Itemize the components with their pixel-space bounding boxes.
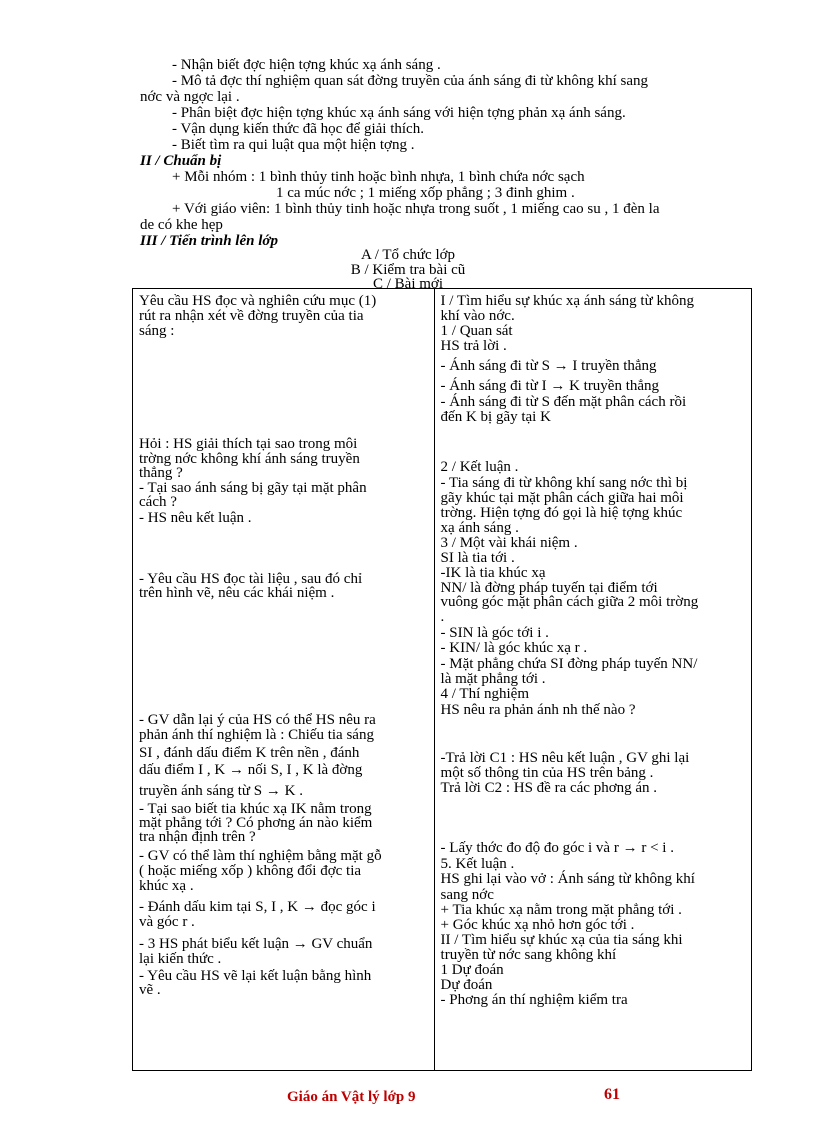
teacher-activity-line: truyền ánh sáng từ S → K . xyxy=(139,783,303,799)
student-activity-line: 1 Dự đoán xyxy=(440,962,504,978)
student-activity-line: - Ánh sáng đi từ I → K truyền thẳng xyxy=(440,378,660,394)
student-activity-line: . xyxy=(440,609,445,625)
student-activity-line: 3 / Một vài khái niệm . xyxy=(440,535,578,551)
student-column xyxy=(434,289,751,1071)
teacher-activity-line: lại kiến thức . xyxy=(139,951,222,967)
teacher-activity-line: SI , đánh dấu điểm K trên nền , đánh xyxy=(139,745,360,761)
student-activity-line: SI là tia tới . xyxy=(440,550,515,566)
teacher-activity-line: ( hoặc miếng xốp ) không đổi đợc tia xyxy=(139,863,362,879)
teacher-activity-line: - Đánh dấu kim tại S, I , K → đọc góc i xyxy=(139,899,376,915)
student-activity-line: xạ ánh sáng . xyxy=(440,520,519,536)
teacher-column xyxy=(133,289,435,1071)
teacher-activity-line: và góc r . xyxy=(139,914,195,930)
student-activity-line: - Tia sáng đi từ không khí sang nớc thì bị xyxy=(440,475,688,491)
teacher-activity-line: sáng : xyxy=(139,323,175,339)
teacher-activity-line: rút ra nhận xét về đờng truyền của tia xyxy=(139,308,364,324)
teacher-activity-line: - 3 HS phát biểu kết luận → GV chuẩn xyxy=(139,936,373,952)
student-activity-line: - Ánh sáng đi từ S đến mặt phân cách rồi xyxy=(440,394,687,410)
prep-teacher: + Với giáo viên: 1 bình thủy tinh hoặc nhựa trong suốt , 1 miếng cao su , 1 đèn la xyxy=(172,201,660,217)
student-activity-line: HS trả lời . xyxy=(440,338,507,354)
student-activity-line: - Lấy thớc đo độ đo góc i và r → r < i . xyxy=(440,840,674,856)
objective-5: - Biết tìm ra qui luật qua một hiện tợng . xyxy=(172,137,415,153)
prep-groups-cont: 1 ca múc nớc ; 1 miếng xốp phẳng ; 3 đinh ghim . xyxy=(276,185,575,201)
lesson-table xyxy=(132,288,752,1071)
footer-title: Giáo án Vật lý lớp 9 xyxy=(287,1089,416,1105)
student-activity-line: - Phơng án thí nghiệm kiểm tra xyxy=(440,992,628,1008)
student-activity-line: sang nớc xyxy=(440,887,494,903)
student-activity-line: truyền từ nớc sang không khí xyxy=(440,947,617,963)
student-activity-line: gãy khúc tại mặt phân cách giữa hai môi xyxy=(440,490,684,506)
objective-4: - Vận dụng kiến thức đã học để giải thích. xyxy=(172,121,424,137)
student-activity-line: - Ánh sáng đi từ S → I truyền thẳng xyxy=(440,358,657,374)
student-activity-line: Trả lời C2 : HS đề ra các phơng án . xyxy=(440,780,658,796)
teacher-activity-line: khúc xạ . xyxy=(139,878,194,894)
teacher-activity-line: mặt phẳng tới ? Có phơng án nào kiểm xyxy=(139,815,373,831)
section-3-title: III / Tiến trình lên lớp xyxy=(140,233,278,249)
student-activity-line: khí vào nớc. xyxy=(440,308,515,324)
teacher-activity-line: - GV dẫn lại ý của HS có thể HS nêu ra xyxy=(139,712,376,728)
teacher-activity-line: thẳng ? xyxy=(139,465,183,481)
student-activity-line: I / Tìm hiểu sự khúc xạ ánh sáng từ không xyxy=(440,293,694,309)
student-activity-line: + Góc khúc xạ nhỏ hơn góc tới . xyxy=(440,917,635,933)
student-activity-line: 5. Kết luận . xyxy=(440,856,515,872)
student-activity-line: -Trả lời C1 : HS nêu kết luận , GV ghi lại xyxy=(440,750,690,766)
teacher-activity-line: phản ánh thí nghiệm là : Chiếu tia sáng xyxy=(139,727,374,743)
teacher-activity-line: - Tại sao ánh sáng bị gãy tại mặt phân xyxy=(139,480,367,496)
student-activity-line: 4 / Thí nghiệm xyxy=(440,686,530,702)
teacher-activity-line: Hỏi : HS giải thích tại sao trong môi xyxy=(139,436,358,452)
student-activity-line: HS ghi lại vào vở : Ánh sáng từ không khí xyxy=(440,871,695,887)
teacher-activity-line: - HS nêu kết luận . xyxy=(139,510,252,526)
objective-2: - Mô tả đợc thí nghiệm quan sát đờng truyền của ánh sáng đi từ không khí sang xyxy=(172,73,648,89)
teacher-activity-line: - Yêu cầu HS đọc tài liệu , sau đó chỉ xyxy=(139,571,363,587)
teacher-activity-line: trên hình vẽ, nêu các khái niệm . xyxy=(139,585,335,601)
teacher-activity-line: tra nhận định trên ? xyxy=(139,829,256,845)
objective-2-cont: nớc và ngợc lại . xyxy=(140,89,240,105)
step-a: A / Tổ chức lớp xyxy=(360,247,456,263)
teacher-activity-line: cách ? xyxy=(139,494,177,510)
teacher-activity-line: - Yêu cầu HS vẽ lại kết luận bằng hình xyxy=(139,968,372,984)
prep-teacher-cont: de có khe hẹp xyxy=(140,217,223,233)
step-b: B / Kiểm tra bài cũ xyxy=(350,262,466,278)
objective-1: - Nhận biết đợc hiện tợng khúc xạ ánh sáng . xyxy=(172,57,441,73)
student-activity-line: -IK là tia khúc xạ xyxy=(440,565,546,581)
student-activity-line: NN/ là đờng pháp tuyến tại điểm tới xyxy=(440,580,658,596)
student-activity-line: Dự đoán xyxy=(440,977,493,993)
teacher-activity-line: dấu điểm I , K → nối S, I , K là đờng xyxy=(139,762,363,778)
teacher-activity-line: vẽ . xyxy=(139,982,161,998)
student-activity-line: 2 / Kết luận . xyxy=(440,459,519,475)
student-activity-line: II / Tìm hiểu sự khúc xạ của tia sáng khi xyxy=(440,932,683,948)
step-c: C / Bài mới xyxy=(372,276,444,292)
student-activity-line: một số thông tin của HS trên bảng . xyxy=(440,765,654,781)
objective-3: - Phân biệt đợc hiện tợng khúc xạ ánh sáng với hiện tợng phản xạ ánh sáng. xyxy=(172,105,626,121)
teacher-activity-line: - Tại sao biết tia khúc xạ IK nằm trong xyxy=(139,801,372,817)
student-activity-line: - SIN là góc tới i . xyxy=(440,625,549,641)
student-activity-line: + Tia khúc xạ nằm trong mặt phẳng tới . xyxy=(440,902,682,918)
teacher-activity-line: trờng nớc không khí ánh sáng truyền xyxy=(139,451,360,467)
section-2-title: II / Chuẩn bị xyxy=(140,153,222,169)
student-activity-line: - KIN/ là góc khúc xạ r . xyxy=(440,640,588,656)
student-activity-line: đến K bị gãy tại K xyxy=(440,409,551,425)
student-activity-line: trờng. Hiện tợng đó gọi là hiệ tợng khúc xyxy=(440,505,683,521)
student-activity-line: là mặt phẳng tới . xyxy=(440,671,546,687)
student-activity-line: - Mặt phẳng chứa SI đờng pháp tuyến NN/ xyxy=(440,656,698,672)
student-activity-line: HS nêu ra phản ánh nh thế nào ? xyxy=(440,702,636,718)
teacher-activity-line: - GV có thể làm thí nghiệm bằng mặt gỗ xyxy=(139,848,382,864)
page-number: 61 xyxy=(604,1086,620,1103)
teacher-activity-line: Yêu cầu HS đọc và nghiên cứu mục (1) xyxy=(139,293,377,309)
student-activity-line: vuông góc mặt phân cách giữa 2 môi trờng xyxy=(440,594,699,610)
prep-groups: + Mỗi nhóm : 1 bình thủy tinh hoặc bình nhựa, 1 bình chứa nớc sạch xyxy=(172,169,585,185)
student-activity-line: 1 / Quan sát xyxy=(440,323,513,339)
